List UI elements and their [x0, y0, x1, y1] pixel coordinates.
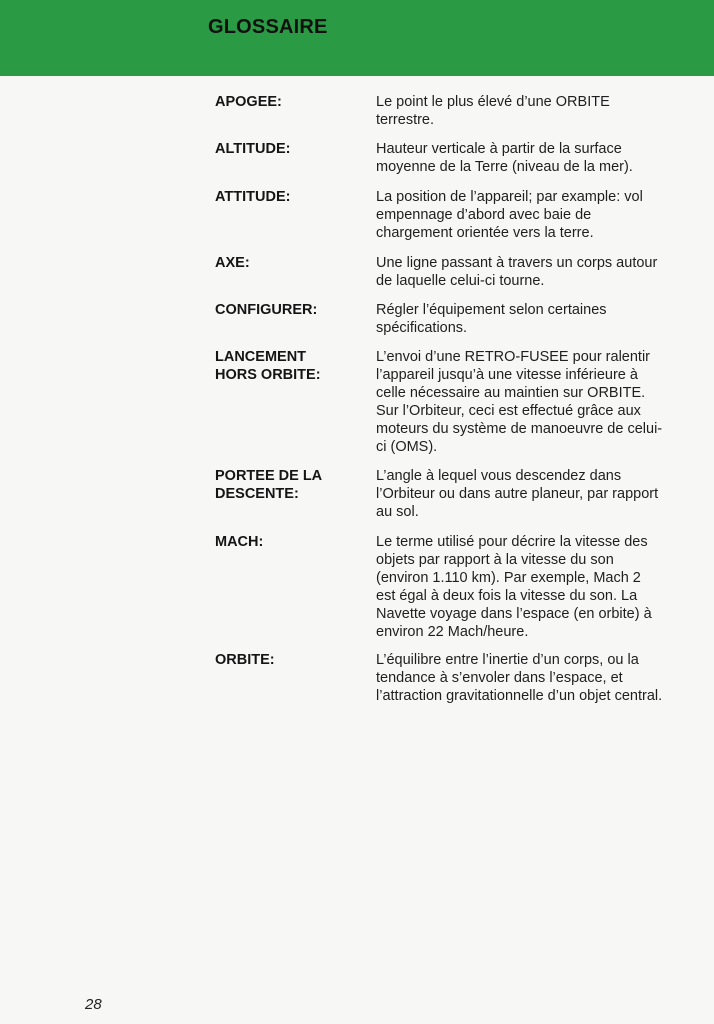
glossary-term: PORTEE DE LA DESCENTE:	[215, 468, 323, 502]
glossary-definition: Le terme utilisé pour décrire la vitesse des objets par rapport à la vitesse du son (environ 1.110 km). Par exemple, Mach 2 est égal à deux fois la vitesse du son. La Navette voyage dans l’espace (en orbite) à environ 22 Mach/heure.	[376, 534, 652, 640]
glossary-definition: Le point le plus élevé d’une ORBITE terrestre.	[376, 94, 610, 128]
page-title: GLOSSAIRE	[208, 16, 328, 38]
glossary-definition: Hauteur verticale à partir de la surface moyenne de la Terre (niveau de la mer).	[376, 141, 633, 175]
glossary-term: MACH:	[215, 534, 264, 550]
header-band	[0, 0, 714, 76]
glossary-term: CONFIGURER:	[215, 302, 318, 318]
glossary-term: AXE:	[215, 255, 250, 271]
glossary-definition: Une ligne passant à travers un corps autour de laquelle celui-ci tourne.	[376, 255, 658, 289]
glossary-term: LANCEMENT HORS ORBITE:	[215, 349, 321, 383]
glossary-definition: L’angle à lequel vous descendez dans l’Orbiteur ou dans autre planeur, par rapport au sol.	[376, 468, 659, 520]
glossary-term: ATTITUDE:	[215, 189, 291, 205]
glossary-term: ALTITUDE:	[215, 141, 291, 157]
glossary-term: ORBITE:	[215, 652, 275, 668]
page-number: 28	[85, 996, 102, 1013]
glossary-term: APOGEE:	[215, 94, 282, 110]
glossary-definition: L’envoi d’une RETRO-FUSEE pour ralentir l’appareil jusqu’à une vitesse inférieure à celle nécessaire au maintien sur ORBITE. Sur l’Orbiteur, ceci est effectué grâce aux moteurs du système de manoeuvre de celui- ci (OMS).	[376, 349, 663, 455]
glossary-definition: L’équilibre entre l’inertie d’un corps, ou la tendance à s’envoler dans l’espace, et l’attraction gravitationnelle d’un objet central.	[376, 652, 663, 704]
glossary-definition: Régler l’équipement selon certaines spécifications.	[376, 302, 607, 336]
glossary-definition: La position de l’appareil; par example: vol empennage d’abord avec baie de chargement orientée vers la terre.	[376, 189, 643, 241]
